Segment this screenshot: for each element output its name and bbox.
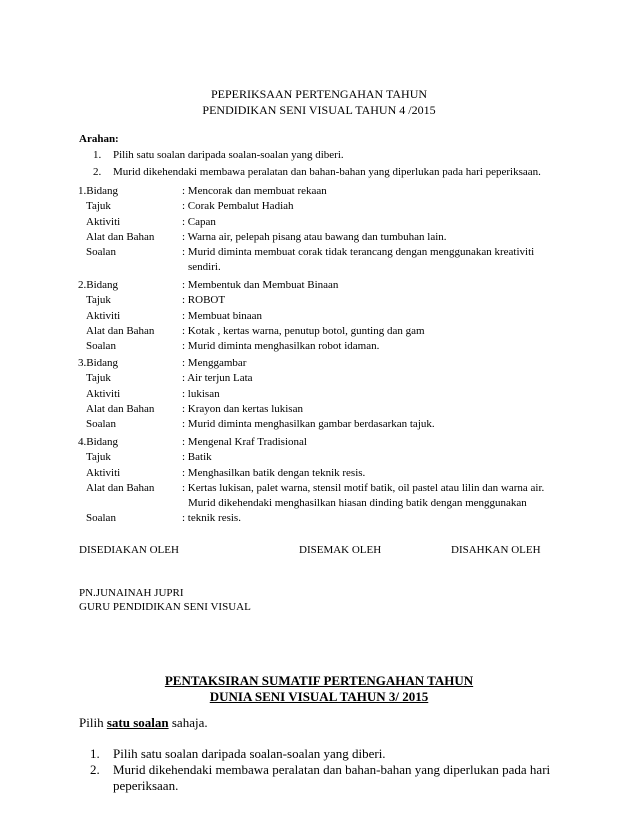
tajuk-label: Tajuk (86, 451, 111, 464)
soalan-continuation: sendiri. (188, 261, 221, 274)
approved-by-label: DISAHKAN OLEH (451, 544, 541, 556)
instructions-list (79, 147, 541, 181)
soalan-value: : Murid diminta menghasilkan robot idaman. (182, 340, 380, 353)
bidang-label: 1.Bidang (78, 185, 119, 197)
tajuk-value: : Air terjun Lata (182, 372, 253, 385)
soalan-label: Soalan (86, 246, 116, 259)
soalan-label: Soalan (86, 418, 116, 431)
bidang-value: : Mengenal Kraf Tradisional (182, 436, 307, 448)
emphasis-text: satu soalan (106, 715, 169, 730)
teacher-title: GURU PENDIDIKAN SENI VISUAL (79, 601, 251, 613)
question-section-2 (78, 278, 578, 354)
soalan-label: Soalan (86, 512, 116, 525)
aktiviti-value: : Menghasilkan batik dengan teknik resis. (182, 466, 366, 479)
tajuk-label: Tajuk (86, 200, 111, 213)
question-section-4 (78, 435, 578, 527)
bidang-value: : Membentuk dan Membuat Binaan (182, 279, 339, 291)
tajuk-value: : ROBOT (182, 294, 226, 307)
aktiviti-value: : Capan (182, 215, 216, 228)
alat-value: : Krayon dan kertas lukisan (182, 402, 303, 415)
tajuk-value: : Corak Pembalut Hadiah (182, 200, 294, 213)
aktiviti-value: : Membuat binaan (182, 309, 263, 322)
question-section-1 (78, 184, 578, 276)
alat-label: Alat dan Bahan (86, 481, 155, 494)
soalan-value: : Murid diminta membuat corak tidak terancang dengan menggunakan kreativiti (182, 246, 535, 259)
prepared-by-label: DISEDIAKAN OLEH (79, 544, 179, 556)
alat-label: Alat dan Bahan (86, 402, 155, 415)
assessment-instructions-list (79, 746, 593, 794)
tajuk-value: : Batik (182, 451, 212, 464)
aktiviti-label: Aktiviti (86, 387, 121, 400)
soalan-label: Soalan (86, 340, 116, 353)
instruction-item: 1. Pilih satu soalan daripada soalan-soalan yang diberi. (90, 746, 386, 761)
choose-instruction: Pilih satu soalan sahaja. (79, 715, 208, 730)
exam-title: PEPERIKSAAN PERTENGAHAN TAHUN (210, 87, 428, 101)
alat-value: : Warna air, pelepah pisang atau bawang dan tumbuhan lain. (182, 230, 447, 243)
instruction-item: 1. Pilih satu soalan daripada soalan-soalan yang diberi. (93, 149, 344, 161)
instruction-item: 2. Murid dikehendaki membawa peralatan dan bahan-bahan yang diperlukan pada hari peperiksaan. (90, 762, 551, 793)
alat-value: : Kertas lukisan, palet warna, stensil motif batik, oil pastel atau lilin dan warna air. (182, 481, 545, 494)
alat-label: Alat dan Bahan (86, 324, 155, 337)
bidang-value: : Menggambar (182, 357, 247, 369)
alat-value: : Kotak , kertas warna, penutup botol, gunting dan gam (182, 324, 425, 337)
soalan-value: : Murid diminta menghasilkan gambar berdasarkan tajuk. (182, 418, 435, 431)
teacher-name: PN.JUNAINAH JUPRI (79, 587, 184, 599)
alat-continuation: Murid dikehendaki menghasilkan hiasan dinding batik dengan menggunakan (188, 497, 527, 510)
assessment-subtitle: DUNIA SENI VISUAL TAHUN 3/ 2015 (209, 689, 429, 704)
assessment-title: PENTAKSIRAN SUMATIF PERTENGAHAN TAHUN (164, 673, 474, 688)
exam-subtitle: PENDIDIKAN SENI VISUAL TAHUN 4 /2015 (202, 103, 436, 117)
alat-label: Alat dan Bahan (86, 230, 155, 243)
instruction-item: 2. Murid dikehendaki membawa peralatan dan bahan-bahan yang diperlukan pada hari peperiksaan. (93, 166, 541, 178)
tajuk-label: Tajuk (86, 294, 111, 307)
instructions-heading: Arahan: (79, 133, 119, 145)
question-section-3 (78, 356, 578, 432)
bidang-label: 4.Bidang (78, 436, 119, 448)
aktiviti-label: Aktiviti (86, 309, 121, 322)
aktiviti-label: Aktiviti (86, 215, 121, 228)
soalan-value: : teknik resis. (182, 512, 241, 525)
aktiviti-label: Aktiviti (86, 466, 121, 479)
aktiviti-value: : lukisan (182, 387, 220, 400)
bidang-value: : Mencorak dan membuat rekaan (182, 185, 327, 197)
bidang-label: 2.Bidang (78, 279, 119, 291)
bidang-label: 3.Bidang (78, 357, 119, 369)
checked-by-label: DISEMAK OLEH (299, 544, 382, 556)
tajuk-label: Tajuk (86, 372, 111, 385)
